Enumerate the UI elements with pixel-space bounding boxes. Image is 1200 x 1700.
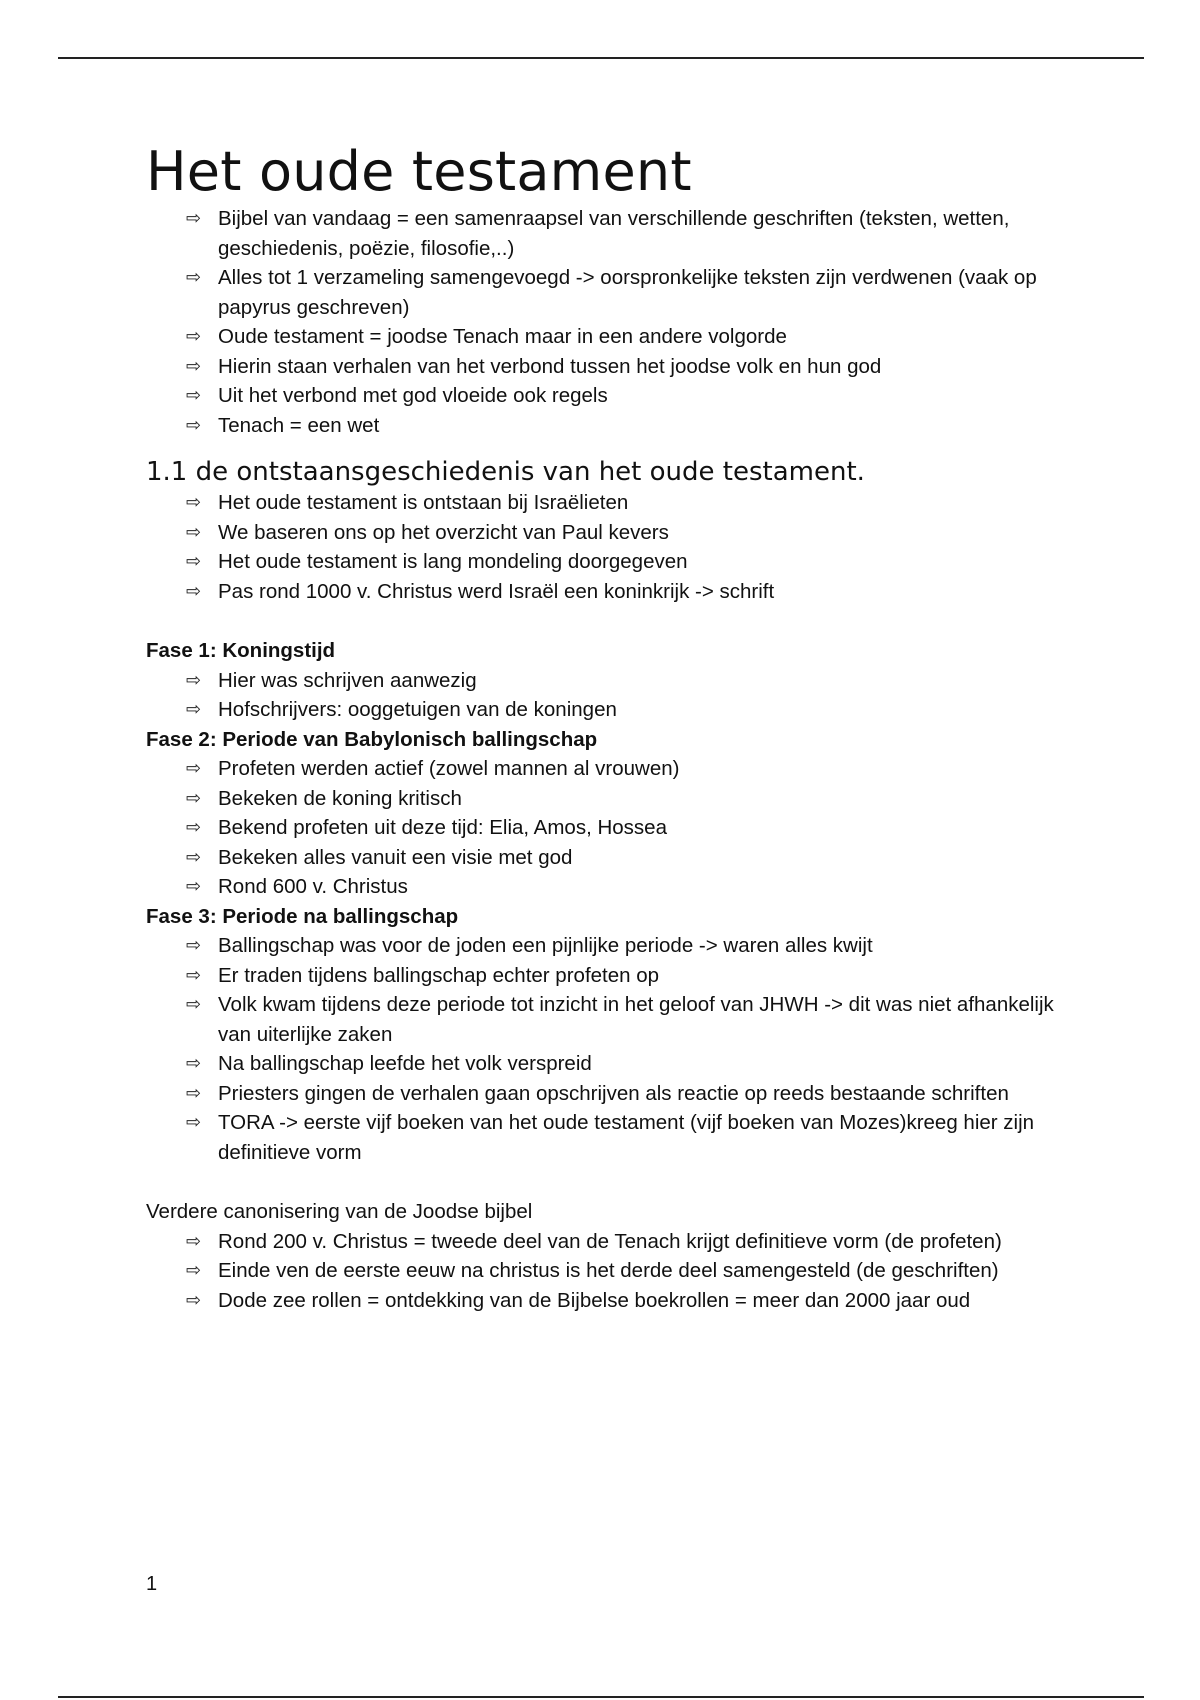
- list-item-text: Na ballingschap leefde het volk verspreid: [218, 1052, 592, 1075]
- arrow-bullet-icon: ⇨: [186, 385, 202, 406]
- arrow-bullet-icon: ⇨: [186, 355, 202, 377]
- list-item-text: Priesters gingen de verhalen gaan opschrijven als reactie op reeds bestaande schriften: [218, 1081, 1009, 1105]
- list-item: [186, 381, 1086, 411]
- list-item-text: Er traden tijdens ballingschap echter profeten op: [218, 963, 660, 987]
- list-item: [186, 1227, 1086, 1257]
- list-item-text: Rond 200 v. Christus = tweede deel van de Tenach krijgt definitieve vorm (de profeten): [218, 1229, 1002, 1253]
- list-item: [186, 754, 1086, 784]
- list-item-text: Oude testament = joodse Tenach maar in een andere volgorde: [218, 325, 787, 348]
- list-item: [186, 1079, 1086, 1109]
- list-item-text: Ballingschap was voor de joden een pijnlijke periode -> waren alles kwijt: [218, 934, 873, 957]
- list-item: [186, 547, 1086, 577]
- arrow-bullet-icon: ⇨: [186, 758, 202, 779]
- arrow-bullet-icon: ⇨: [186, 492, 202, 513]
- list-item: [186, 813, 1086, 843]
- list-item-text: Alles tot 1 verzameling samengevoegd -> oorspronkelijke teksten zijn verdwenen (vaak op papyrus geschreven): [218, 266, 1037, 319]
- arrow-bullet-icon: ⇨: [186, 414, 202, 436]
- list-item-text: Volk kwam tijdens deze periode tot inzicht in het geloof van JHWH -> dit was niet afhankelijk van uiterlijke zaken: [218, 993, 1054, 1046]
- arrow-bullet-icon: ⇨: [186, 326, 202, 347]
- arrow-bullet-icon: ⇨: [186, 208, 202, 229]
- list-item: [186, 1256, 1086, 1286]
- header-rule: [58, 57, 1144, 59]
- list-item-text: Tenach = een wet: [218, 413, 380, 437]
- canon-list: [146, 1227, 1086, 1316]
- list-item-text: Het oude testament is lang mondeling doorgegeven: [218, 550, 688, 573]
- list-item-text: TORA -> eerste vijf boeken van het oude testament (vijf boeken van Mozes)kreeg hier zijn definitieve vorm: [218, 1111, 1035, 1164]
- arrow-bullet-icon: ⇨: [186, 994, 202, 1015]
- list-item: [186, 577, 1086, 607]
- canon-heading: Verdere canonisering van de Joodse bijbel: [146, 1200, 533, 1223]
- list-item: [186, 872, 1086, 902]
- arrow-bullet-icon: ⇨: [186, 1082, 202, 1104]
- list-item-text: Uit het verbond met god vloeide ook regels: [218, 384, 608, 407]
- list-item: [186, 518, 1086, 548]
- arrow-bullet-icon: ⇨: [186, 1260, 202, 1281]
- phase-heading: Fase 2: Periode van Babylonisch ballingschap: [146, 727, 598, 751]
- phase-heading: Fase 1: Koningstijd: [146, 639, 336, 662]
- list-item: [186, 1049, 1086, 1079]
- list-item-text: Bijbel van vandaag = een samenraapsel van verschillende geschriften (teksten, wetten, geschiedenis, poëzie, filosofie,..): [218, 207, 1010, 260]
- arrow-bullet-icon: ⇨: [186, 521, 202, 543]
- section-heading: 1.1 de ontstaansgeschiedenis van het oude testament.: [146, 457, 865, 487]
- arrow-bullet-icon: ⇨: [186, 1289, 202, 1311]
- list-item-text: Hofschrijvers: ooggetuigen van de koningen: [218, 698, 617, 721]
- list-item-text: Hier was schrijven aanwezig: [218, 668, 477, 692]
- page-number: 1: [146, 1573, 158, 1595]
- arrow-bullet-icon: ⇨: [186, 846, 202, 868]
- phase-list: [146, 754, 1086, 902]
- section-list: [146, 488, 1086, 606]
- arrow-bullet-icon: ⇨: [186, 935, 202, 956]
- arrow-bullet-icon: ⇨: [186, 964, 202, 986]
- list-item-text: We baseren ons op het overzicht van Paul kevers: [218, 520, 669, 544]
- list-item: [186, 931, 1086, 961]
- list-item-text: Profeten werden actief (zowel mannen al vrouwen): [218, 757, 680, 780]
- footer-rule: [58, 1696, 1144, 1698]
- phases: [146, 636, 1086, 1167]
- arrow-bullet-icon: ⇨: [186, 1230, 202, 1252]
- arrow-bullet-icon: ⇨: [186, 817, 202, 838]
- list-item-text: Bekend profeten uit deze tijd: Elia, Amos, Hossea: [218, 816, 667, 839]
- list-item: [186, 695, 1086, 725]
- arrow-bullet-icon: ⇨: [186, 669, 202, 691]
- arrow-bullet-icon: ⇨: [186, 1112, 202, 1133]
- phase-heading: Fase 3: Periode na ballingschap: [146, 904, 459, 928]
- arrow-bullet-icon: ⇨: [186, 267, 202, 288]
- arrow-bullet-icon: ⇨: [186, 876, 202, 897]
- document-body: [146, 140, 1086, 1315]
- page-title: Het oude testament: [146, 140, 692, 203]
- list-item: [186, 666, 1086, 696]
- list-item: [186, 843, 1086, 873]
- arrow-bullet-icon: ⇨: [186, 1053, 202, 1074]
- intro-list: [146, 204, 1086, 440]
- list-item: [186, 352, 1086, 382]
- list-item: [186, 784, 1086, 814]
- phase-list: [146, 666, 1086, 725]
- arrow-bullet-icon: ⇨: [186, 551, 202, 572]
- list-item: [186, 990, 1086, 1049]
- list-item-text: Dode zee rollen = ontdekking van de Bijbelse boekrollen = meer dan 2000 jaar oud: [218, 1288, 971, 1312]
- list-item-text: Hierin staan verhalen van het verbond tussen het joodse volk en hun god: [218, 354, 882, 378]
- arrow-bullet-icon: ⇨: [186, 787, 202, 809]
- list-item-text: Bekeken alles vanuit een visie met god: [218, 845, 573, 869]
- list-item-text: Rond 600 v. Christus: [218, 875, 408, 898]
- list-item: [186, 263, 1086, 322]
- list-item-text: Pas rond 1000 v. Christus werd Israël een koninkrijk -> schrift: [218, 579, 775, 603]
- arrow-bullet-icon: ⇨: [186, 580, 202, 602]
- list-item-text: Het oude testament is ontstaan bij Israëlieten: [218, 491, 629, 514]
- list-item: [186, 411, 1086, 441]
- list-item: [186, 1108, 1086, 1167]
- list-item: [186, 322, 1086, 352]
- list-item: [186, 1286, 1086, 1316]
- phase-list: [146, 931, 1086, 1167]
- list-item: [186, 488, 1086, 518]
- list-item-text: Bekeken de koning kritisch: [218, 786, 462, 810]
- list-item: [186, 204, 1086, 263]
- list-item: [186, 961, 1086, 991]
- list-item-text: Einde ven de eerste eeuw na christus is het derde deel samengesteld (de geschriften): [218, 1259, 999, 1282]
- arrow-bullet-icon: ⇨: [186, 699, 202, 720]
